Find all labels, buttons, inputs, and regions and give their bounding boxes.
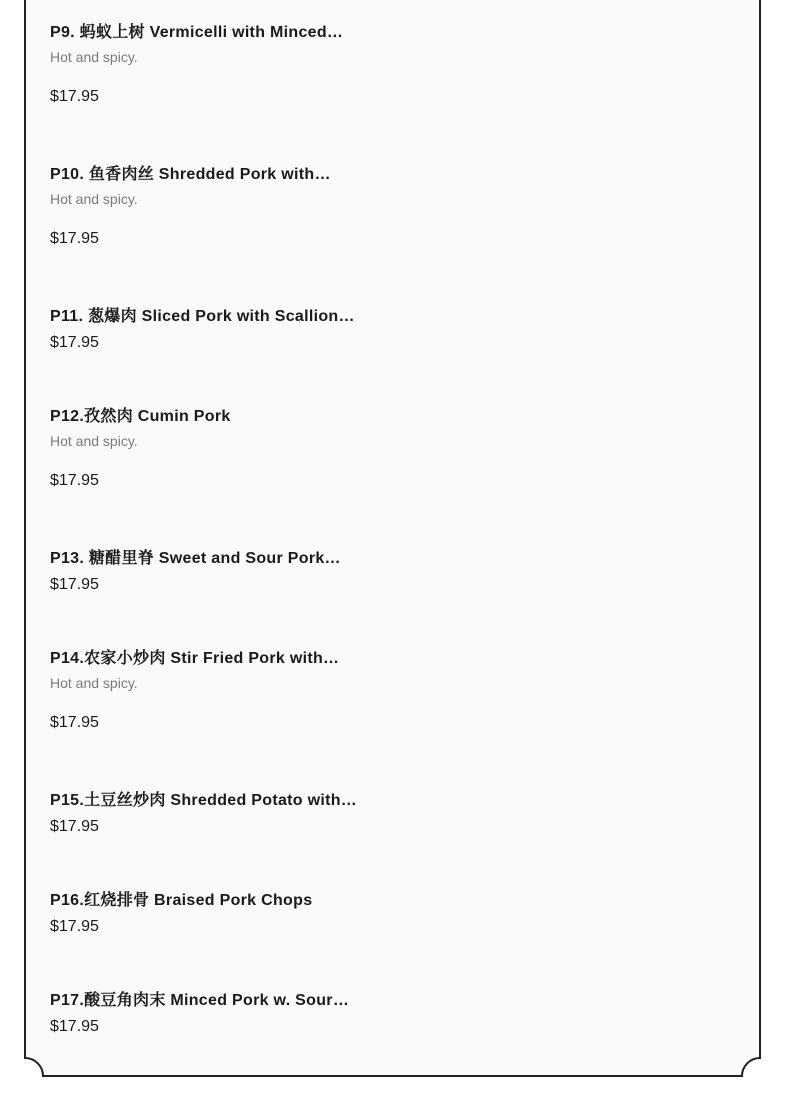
menu-item-title[interactable]: P12.孜然肉 Cumin Pork	[50, 408, 231, 425]
menu-item-price: $17.95	[50, 1018, 99, 1035]
menu-item-price: $17.95	[50, 576, 99, 593]
menu-item[interactable]	[50, 164, 730, 250]
menu-item-title[interactable]: P13. 糖醋里脊 Sweet and Sour Pork…	[50, 550, 341, 567]
menu-item[interactable]	[50, 406, 730, 492]
menu-item-title[interactable]: P11. 葱爆肉 Sliced Pork with Scallion…	[50, 308, 355, 325]
menu-item-price: $17.95	[50, 472, 99, 489]
menu-item-description: Hot and spicy.	[50, 433, 138, 449]
menu-item-description: Hot and spicy.	[50, 49, 138, 65]
menu-item-description: Hot and spicy.	[50, 675, 138, 691]
menu-item-title[interactable]: P16.红烧排骨 Braised Pork Chops	[50, 892, 313, 909]
menu-item-title[interactable]: P17.酸豆角肉末 Minced Pork w. Sour…	[50, 992, 350, 1009]
menu-item[interactable]	[50, 306, 730, 354]
menu-item-price: $17.95	[50, 714, 99, 731]
menu-item-title[interactable]: P10. 鱼香肉丝 Shredded Pork with…	[50, 166, 331, 183]
menu-item-price: $17.95	[50, 918, 99, 935]
menu-item[interactable]	[50, 790, 730, 838]
menu-item-price: $17.95	[50, 88, 99, 105]
menu-item-price: $17.95	[50, 818, 99, 835]
menu-item[interactable]	[50, 648, 730, 734]
menu-item-price: $17.95	[50, 230, 99, 247]
menu-panel	[24, 0, 761, 1078]
menu-item-price: $17.95	[50, 334, 99, 351]
menu-item[interactable]	[50, 890, 730, 938]
menu-item-title[interactable]: P9. 蚂蚁上树 Vermicelli with Minced…	[50, 24, 344, 41]
menu-item[interactable]	[50, 22, 730, 108]
menu-item-title[interactable]: P14.农家小炒肉 Stir Fried Pork with…	[50, 650, 340, 667]
menu-item[interactable]	[50, 990, 730, 1038]
menu-item[interactable]	[50, 548, 730, 596]
menu-item-title[interactable]: P15.土豆丝炒肉 Shredded Potato with…	[50, 792, 358, 809]
menu-item-description: Hot and spicy.	[50, 191, 138, 207]
